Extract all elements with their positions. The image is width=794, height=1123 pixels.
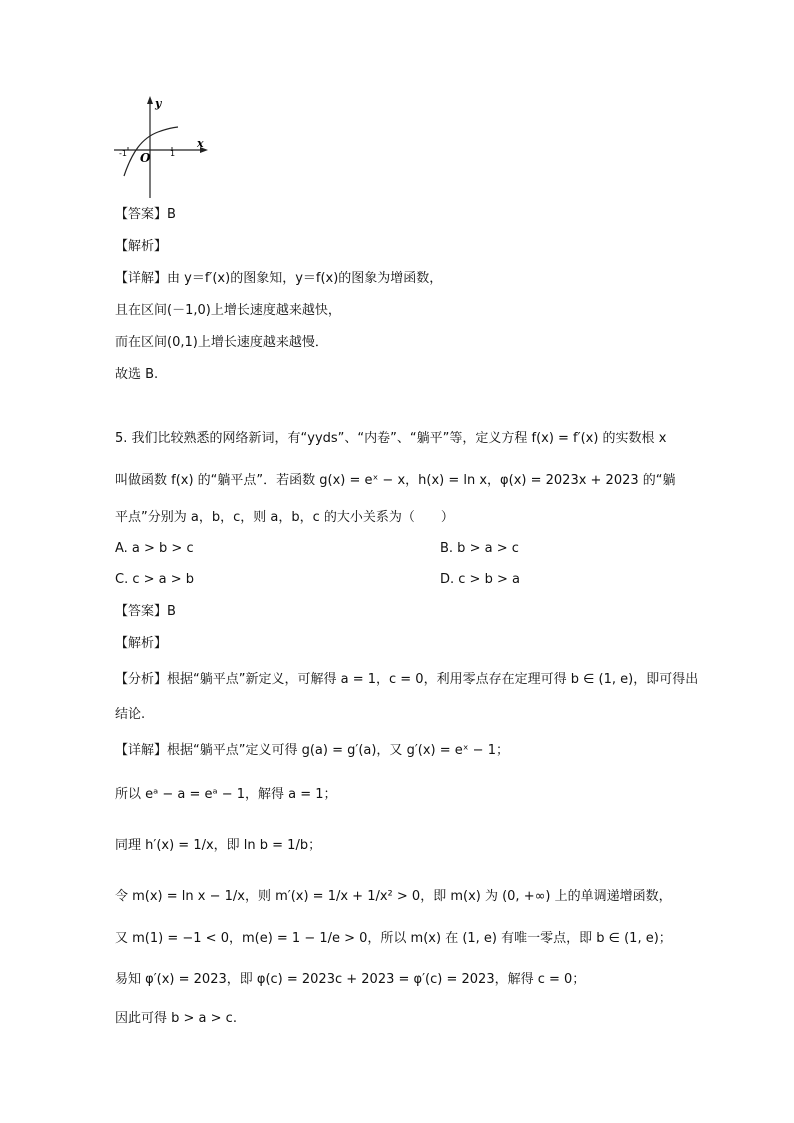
q5-detail-line-1: 【详解】根据“躺平点”定义可得 g(a) = g′(a)，又 g′(x) = eˣ − 1； <box>115 743 509 758</box>
prev-detail-line-3: 而在区间(0,1)上增长速度越来越慢． <box>115 335 328 350</box>
q5-detail-line-7: 因此可得 b > a > c. <box>115 1011 237 1026</box>
q5-option-a: A. a > b > c <box>115 541 194 556</box>
prev-detail-line-1: 【详解】由 y＝f′(x)的图象知，y＝f(x)的图象为增函数， <box>115 271 443 286</box>
y-axis-label: y <box>155 97 162 110</box>
prev-answer: 【答案】B <box>115 207 176 222</box>
q5-stem-line-3: 平点”分别为 a，b，c，则 a，b，c 的大小关系为（ ） <box>115 510 454 525</box>
q5-stem-line-1: 5. 我们比较熟悉的网络新词，有“yyds”、“内卷”、“躺平”等，定义方程 f(x) = f′(x) 的实数根 x <box>115 431 667 446</box>
prev-analysis-heading: 【解析】 <box>115 239 168 254</box>
q5-option-b: B. b > a > c <box>440 541 519 556</box>
q5-detail-line-4: 令 m(x) = ln x − 1/x，则 m′(x) = 1/x + 1/x² > 0，即 m(x) 为 (0, +∞) 上的单调递增函数， <box>115 889 672 904</box>
q5-stem-line-2: 叫做函数 f(x) 的“躺平点”．若函数 g(x) = eˣ − x，h(x) = ln x，φ(x) = 2023x + 2023 的“躺 <box>115 473 676 488</box>
q5-detail-line-5: 又 m(1) = −1 < 0，m(e) = 1 − 1/e > 0，所以 m(x) 在 (1, e) 有唯一零点，即 b ∈ (1, e)； <box>115 931 672 946</box>
q5-fenxi-line-2: 结论. <box>115 707 146 722</box>
q5-option-d: D. c > b > a <box>440 572 520 587</box>
tick-label-one: 1 <box>170 149 176 158</box>
q5-analysis-heading: 【解析】 <box>115 636 168 651</box>
q5-option-c: C. c > a > b <box>115 572 195 587</box>
q5-detail-line-6: 易知 φ′(x) = 2023，即 φ(c) = 2023c + 2023 = φ′(c) = 2023，解得 c = 0； <box>115 972 586 987</box>
q5-detail-line-3: 同理 h′(x) = 1/x，即 ln b = 1/b； <box>115 838 322 853</box>
q5-fenxi-line-1: 【分析】根据“躺平点”新定义，可解得 a = 1，c = 0，利用零点存在定理可得 b ∈ (1, e)，即可得出 <box>115 672 699 687</box>
tick-label-neg-one: -1 <box>119 149 127 158</box>
x-axis-label: x <box>197 137 204 150</box>
origin-label: O <box>140 151 151 165</box>
prev-detail-line-2: 且在区间(－1,0)上增长速度越来越快， <box>115 303 341 318</box>
derivative-graph <box>108 94 218 204</box>
q5-answer: 【答案】B <box>115 604 176 619</box>
prev-detail-line-4: 故选 B. <box>115 367 159 382</box>
q5-detail-line-2: 所以 eᵃ − a = eᵃ − 1，解得 a = 1； <box>115 787 337 802</box>
